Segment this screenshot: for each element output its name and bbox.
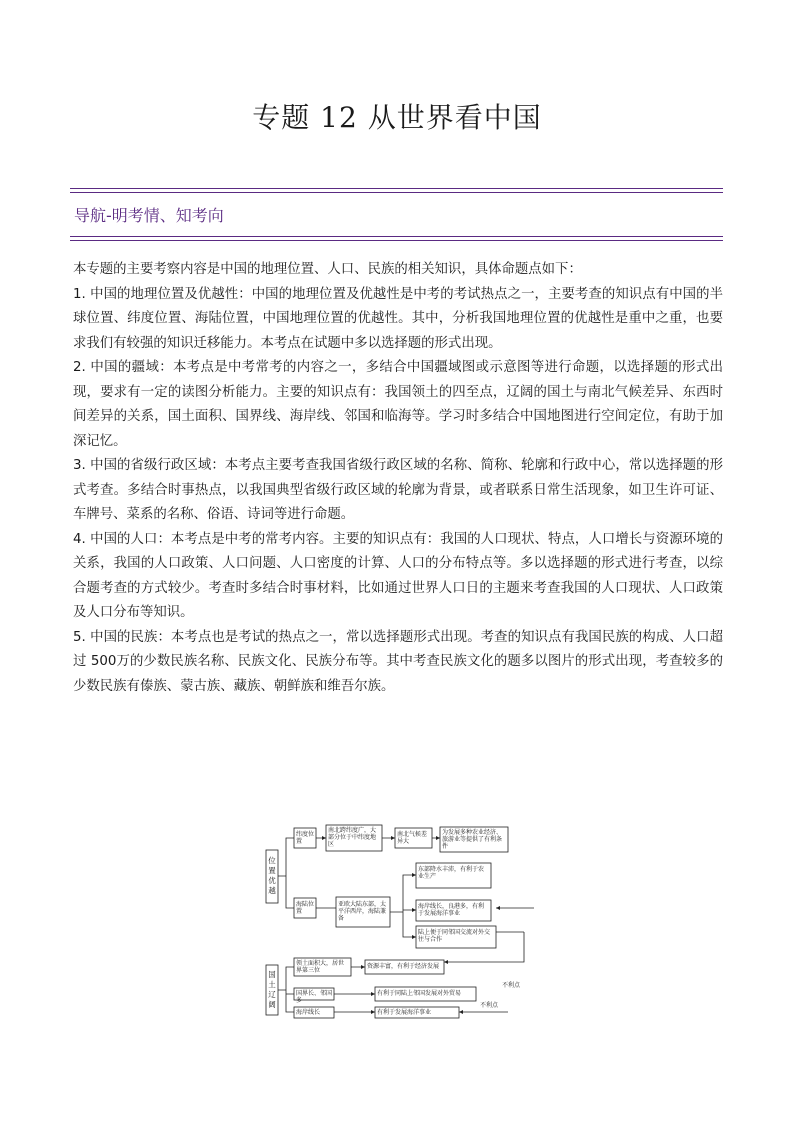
group-position-label: 位置优越 <box>268 856 276 895</box>
coast-box: 海岸线长 <box>296 1009 321 1016</box>
sea-land-desc-box: 亚欧大陆东部，太平洋西岸，海陆兼备 <box>338 901 387 922</box>
section-heading: 导航-明考情、知考向 <box>74 206 224 225</box>
disadvantage-label-1: 不利点 <box>502 982 521 989</box>
latitude-desc-box: 南北跨纬度广，大部分位于中纬度地区 <box>328 827 377 848</box>
area-box: 领土面积大，居世界第三位 <box>296 960 345 974</box>
paragraph-intro: 本专题的主要考察内容是中国的地理位置、人口、民族的相关知识，具体命题点如下： <box>73 262 582 277</box>
ports-box: 海岸线长，良港多，有利于发展海洋事业 <box>418 903 485 917</box>
disadvantage-label-2: 不利点 <box>480 1002 499 1009</box>
monsoon-box: 东部降水丰沛，有利于农业生产 <box>418 866 485 880</box>
sea-land-box: 海陆位置 <box>296 901 315 915</box>
paragraph-territory: 2. 中国的疆域：本考点是中考常考的内容之一，多结合中国疆域图或示意图等进行命题，以选择题的形式出现，要求有一定的读图分析能力。主要的知识点有：我国领土的四至点，辽阔的国土与南北气候差异、东西时间差异的关系，国土面积、国界线、海岸线、邻国和临海等。学习时多结合中国地图进行空间定位，有助于加深记忆。 <box>73 360 723 449</box>
header-rule-bottom-2 <box>70 240 723 241</box>
inland-box: 陆上便于同邻国交流对外交往与合作 <box>418 929 491 943</box>
climate-diff-box: 南北气候差异大 <box>397 831 428 845</box>
paragraph-location: 1. 中国的地理位置及优越性：中国的地理位置及优越性是中考的考试热点之一，主要考查的知识点有中国的半球位置、纬度位置、海陆位置，中国地理位置的优越性。其中，分析我国地理位置的优越性是重中之重，也要求我们有较强的知识迁移能力。本考点在试题中多以选择题的形式出现。 <box>73 286 723 351</box>
body-text <box>73 258 723 699</box>
paragraph-ethnic: 5. 中国的民族：本考点也是考试的热点之一，常以选择题形式出现。考查的知识点有我国民族的构成、人口超过 500万的少数民族名称、民族文化、民族分布等。其中考查民族文化的题多以图片的形式出现，考查较多的少数民族有傣族、蒙古族、藏族、朝鲜族和维吾尔族。 <box>73 629 723 694</box>
paragraph-population: 4. 中国的人口：本考点是中考的常考内容。主要的知识点有：我国的人口现状、特点，人口增长与资源环境的关系，我国的人口政策、人口问题、人口密度的计算、人口的分布特点等。多以选择题的形式进行考查，以综合题考查的方式较少。考查时多结合时事材料，比如通过世界人口日的主题来考查我国的人口现状、人口政策及人口分布等知识。 <box>73 531 723 620</box>
marine-box: 有利于发展海洋事业 <box>377 1009 432 1016</box>
paragraph-provinces: 3. 中国的省级行政区域：本考点主要考查我国省级行政区域的名称、简称、轮廓和行政中心，常以选择题的形式考查。多结合时事热点，以我国典型省级行政区域的轮廓为背景，或者联系日常生活现象，如卫生许可证、车牌号、菜系的名称、俗语、诗词等进行命题。 <box>73 458 723 522</box>
page-title: 专题 12 从世界看中国 <box>252 101 542 134</box>
header-rule-bottom <box>70 236 723 237</box>
header-rule-top <box>70 188 723 189</box>
header-rule-top-2 <box>70 192 723 193</box>
resources-box: 资源丰富，有利于经济发展 <box>367 963 440 970</box>
neighbor-box: 有利于同陆上邻国发展对外贸易 <box>377 990 462 997</box>
group-territory-label: 国土辽阔 <box>268 970 276 1009</box>
geography-concept-diagram <box>262 822 534 1019</box>
border-box: 国界长、邻国多 <box>296 990 333 1004</box>
latitude-box: 纬度位置 <box>296 831 315 845</box>
agri-condition-box: 为发展多种农业经济、旅游业等提供了有利条件 <box>442 829 503 850</box>
